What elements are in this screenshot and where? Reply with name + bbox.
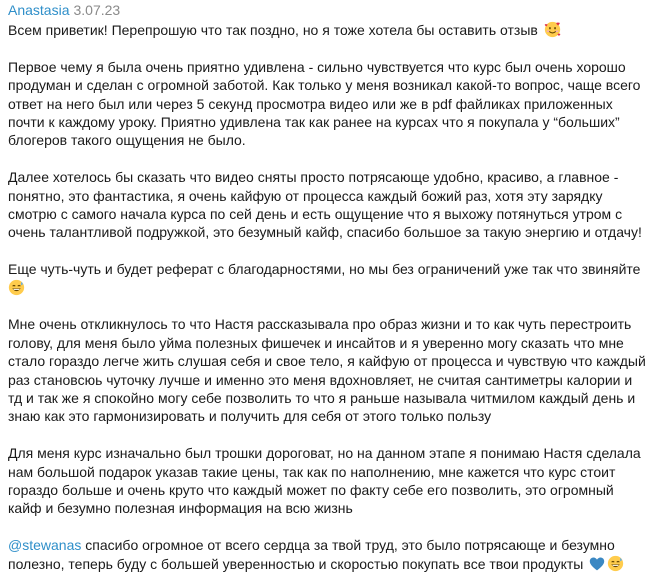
- blue-heart-icon: [589, 556, 605, 572]
- message-paragraph-3: Далее хотелось бы сказать что видео сняты просто потрясающе удобно, красиво, а главное - понятно, это фантастика, я очень кайфую от процесса каждый божий раз, хотя эту зарядку смотрю с самого начала курса по сей день и есть ощущение что я выхожу потянуться утром с очень талантливой подружкой, это безумный кайф, спасибо большое за такую энергию и отдачу!: [8, 169, 642, 241]
- paragraph-7-text: спасибо огромное от всего сердца за твой труд, это было потрясающе и безумно полезно, теперь буду с большей уверенностью и скоростью покупать все твои продукты: [8, 537, 615, 572]
- smiling-face-with-hearts-icon: [544, 21, 561, 38]
- message-paragraph-6: Для меня курс изначально был трошки дороговат, но на данном этапе я понимаю Настя сделала нам большой подарок указав такие цены, так как по наполнению, мне кажется что курс стоит гораздо больше и очень круто что каждый может по факту себе его позволить, это огромный кайф и безумно полезная информация на всю жизнь: [8, 445, 641, 517]
- message-paragraph-4: [8, 260, 647, 297]
- message-header: [8, 2, 647, 18]
- grinning-face-with-sweat-icon: [8, 279, 25, 296]
- paragraph-1-text: Всем приветик! Перепрошую что так поздно, но я тоже хотела бы оставить отзыв: [8, 22, 538, 38]
- paragraph-4-text: Еще чуть-чуть и будет реферат с благодарностями, но мы без ограничений уже так что звиняйте: [8, 261, 641, 278]
- mention-link[interactable]: @stewanas: [8, 537, 82, 554]
- author-name[interactable]: Anastasia: [8, 2, 70, 18]
- message-paragraph-2: Первое чему я была очень приятно удивлена - сильно чувствуется что курс был очень хорошо продуман и сделан с огромной заботой. Как только у меня возникал какой-то вопрос, чаще всего ответ на него был или через 5 секунд просмотра видео или же в pdf файликах приложенных почти к каждому уроку. Приятно удивлена так как ранее на курсах что я покупала у “больших” блогеров такого ощущения не было.: [8, 58, 641, 149]
- grinning-face-with-sweat-icon: [607, 555, 624, 572]
- message-body: [8, 21, 647, 573]
- message-paragraph-7: [8, 536, 647, 573]
- message-paragraph-5: Мне очень откликнулось то что Настя рассказывала про образ жизни и то как чуть перестроить голову, для меня было уйма полезных фишечек и инсайтов и я уверенно могу сказать что мне стало гораздо легче жить слушая себя и свое тело, я кайфую от процесса и чувствую что каждый раз становсюь чуточку лучше и именно это меня вдохновляет, не считая сантиметры калории и тд и так же я спокойно могу себе позволить то что я раньше называла читмилом каждый день и знаю как это гармонизировать и получить для себя от этого только пользу: [8, 316, 646, 425]
- message-date: 3.07.23: [73, 2, 121, 18]
- message-paragraph-1: [8, 21, 647, 39]
